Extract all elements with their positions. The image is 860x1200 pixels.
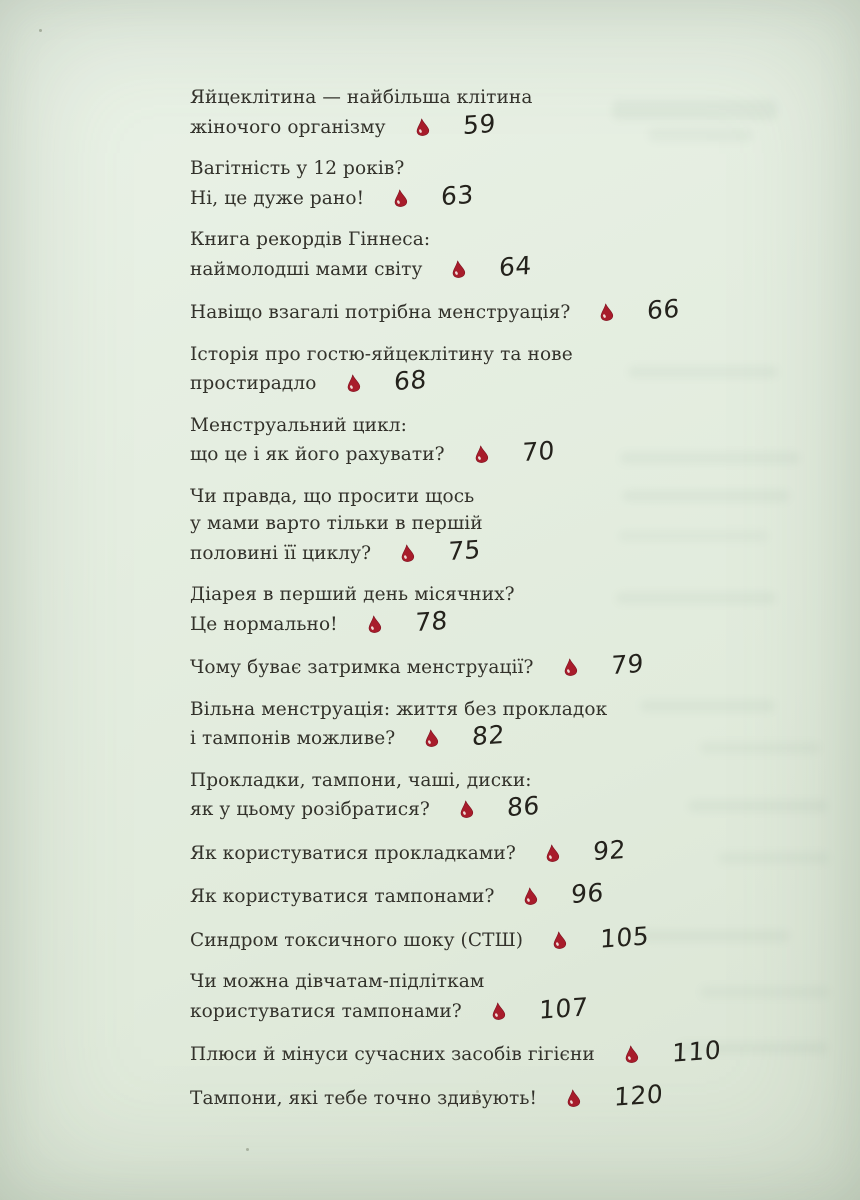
toc-entry-title: Це нормально! [190,613,338,635]
page-number: 110 [671,1035,722,1068]
toc-entry [190,648,810,682]
blood-drop-icon [624,1044,639,1063]
toc-entry [190,1078,810,1113]
blood-drop-icon [346,373,361,392]
toc-entry [190,483,810,568]
toc-entry-title: Як користуватися тампонами? [190,886,495,907]
toc-last-line [190,1078,810,1113]
toc-last-line [190,605,810,639]
page-number: 75 [447,534,482,566]
toc-last-line [190,293,810,327]
page-number: 66 [646,293,681,326]
toc-entry-title: Синдром токсичного шоку (СТШ) [190,929,524,951]
toc-line: Яйцеклітина — найбільша клітина [190,87,533,108]
page-number: 63 [440,179,475,211]
toc-entry-title: і тампонів можливе? [190,728,396,749]
toc-line: Вільна менструація: життя без прокладок [190,698,608,720]
toc-entry [190,834,810,868]
toc-line: Чи можна дівчатам-підліткам [190,971,485,992]
toc-entry-title: жіночого організму [190,116,386,138]
toc-entry-title: як у цьому розібратися? [190,799,430,820]
toc-last-line [190,435,810,469]
toc-entry-title: Плюси й мінуси сучасних засобів гігієни [190,1044,595,1065]
dust-speck [246,1148,249,1151]
page-number: 59 [462,108,496,140]
toc-line: Прокладки, тампони, чаші, диски: [190,769,532,791]
blood-drop-icon [563,657,578,676]
page-number: 86 [506,790,541,823]
toc-last-line [190,991,810,1026]
toc-last-line [190,108,810,142]
toc-entry-title: Навіщо взагалі потрібна менструація? [190,302,571,323]
page-number: 92 [592,834,627,866]
blood-drop-icon [459,799,474,818]
toc-last-line [190,877,810,911]
toc-last-line [190,1035,810,1069]
toc-line: Вагітність у 12 років? [190,158,405,179]
toc-entry [190,1035,810,1069]
toc-entry [190,767,810,824]
dust-speck [39,29,42,32]
blood-drop-icon [393,188,408,207]
toc-line: Книга рекордів Гіннеса: [190,229,431,250]
page-number: 82 [471,719,506,752]
toc-last-line [190,534,810,568]
page-number: 107 [538,991,589,1025]
toc-entry-title: Тампони, які тебе точно здивують! [190,1087,538,1109]
toc-last-line [190,719,810,753]
blood-drop-icon [400,543,415,562]
page-number: 120 [613,1078,664,1112]
toc-entry-title: Чому буває затримка менструації? [190,657,534,678]
blood-drop-icon [415,117,430,136]
toc-entry [190,968,810,1025]
toc-last-line [190,179,810,213]
toc-last-line [190,364,810,398]
toc-entry [190,293,810,327]
blood-drop-icon [524,886,539,905]
toc-line: Менструальний цикл: [190,414,407,436]
toc-entry [190,412,810,469]
toc-entry [190,696,810,753]
toc-last-line [190,834,810,868]
toc-entry-title: що це і як його рахувати? [190,444,445,465]
blood-drop-icon [545,843,560,862]
toc-last-line [190,648,810,682]
toc-entry-title: Як користуватися прокладками? [190,842,516,864]
blood-drop-icon [599,302,614,321]
page-number: 64 [498,250,533,282]
page-number: 68 [393,364,427,397]
toc-entry-title: користуватися тампонами? [190,1000,462,1022]
toc-line: у мами варто тільки в першій [190,513,483,534]
blood-drop-icon [452,259,467,278]
toc-entry-title: наймолодші мами світу [190,258,423,280]
toc-line: Діарея в перший день місячних? [190,584,515,605]
toc-entry-title: простирадло [190,373,317,394]
toc-list [190,84,810,1126]
blood-drop-icon [552,930,567,949]
page-number: 78 [414,605,449,637]
toc-entry [190,920,810,955]
blood-drop-icon [367,614,382,633]
toc-entry [190,226,810,283]
toc-line: Чи правда, що просити щось [190,485,475,507]
toc-entry [190,877,810,911]
toc-entry-title: Ні, це дуже рано! [190,187,365,209]
toc-entry [190,84,810,141]
page-number: 96 [571,877,605,910]
page-number: 70 [521,435,555,468]
page-number: 105 [599,920,650,954]
toc-entry [190,581,810,638]
toc-entry-title: половині її циклу? [190,542,372,564]
toc-last-line [190,250,810,284]
blood-drop-icon [566,1088,581,1107]
toc-last-line [190,920,810,955]
toc-last-line [190,790,810,824]
toc-entry [190,341,810,398]
toc-entry [190,155,810,212]
toc-line: Історія про гостю-яйцеклітину та нове [190,343,573,365]
page-number: 79 [610,648,644,681]
blood-drop-icon [491,1001,506,1020]
blood-drop-icon [474,444,489,463]
blood-drop-icon [424,728,439,747]
